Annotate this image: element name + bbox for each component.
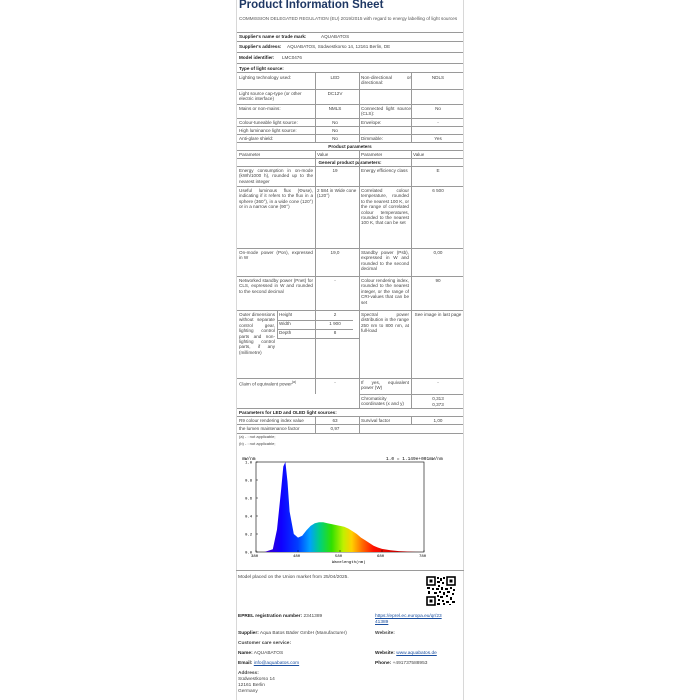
chroma-x: 0,313 [432,396,444,401]
divider [359,72,360,142]
divider [359,416,360,433]
x-tick-label: 380 [251,555,259,559]
energy-label: Energy consumption in on-mode (kWh/1000 h), rounded up to the nearest integer [239,168,313,184]
col-value2: Value [413,152,425,157]
energy-value: 19 [332,168,338,173]
x-tick-label: 480 [293,555,301,559]
qr-code-icon [426,576,456,606]
cct-label: Correlated colour temperature, rounded to the nearest 100 K, or the range of correlated colour temperatures, rounded to the nearest 100 K, that can be set [361,188,409,226]
x-tick-label: 580 [335,555,343,559]
directional-label: Non-directional or directional: [361,75,411,86]
networked-label: Networked standby power (Pnet) for CLS, expressed in W and rounded to the second decimal [239,278,313,294]
equiv-label: If yes, equivalent power (W) [361,380,409,391]
chroma-y: 0,373 [432,402,444,407]
footer-separator [236,570,464,571]
footnote-b: (b) - : not applicable; [239,441,276,446]
supplier-address-label: Supplier's address: [239,44,282,49]
care-phone-value: +491737588953 [392,661,428,666]
eprel-line [238,614,322,620]
divider [411,72,412,142]
eprel-link-continued[interactable]: 41389 [375,620,389,625]
y-tick-label: 1.0 [245,461,253,466]
care-address-line3: Germany [238,689,258,694]
y-tick-label: 0.8 [245,479,253,484]
care-address-line1: Südwestkorso 14 [238,677,275,682]
eprel-link[interactable]: https://eprel.ec.europa.eu/qr/23 [375,614,442,619]
general-heading: General product parameters: [318,160,382,165]
supplier-name-label: Supplier's name or trade mark: [239,34,307,39]
height-label: Height [279,312,293,317]
r9-label: R9 colour rendering index value [239,418,304,423]
care-label: Customer care service: [238,641,292,646]
footer-supplier-value: Aqua Batos Bäder GmbH (Manufacturer) [259,631,347,636]
spectrum-chart [236,452,464,564]
supplier-line [238,631,347,637]
divider [315,150,316,394]
standby-label: Standby power (Psb), expressed in W and rounded to the second decimal [361,250,409,272]
spd-value: See image in last page [414,312,462,317]
tech-value: LED [330,75,340,80]
envelope-label: Envelope: [361,120,382,125]
led-heading: Parameters for LED and OLED light sources: [239,410,337,415]
col-param: Parameter [239,152,261,157]
care-email-label: Email: [238,661,253,666]
high-lum-label: High luminance light source: [239,128,297,133]
claim-label: Claim of equivalent power$^{(a)}$ [239,380,297,387]
energy-row [237,166,463,187]
supplier-address-row [237,41,463,52]
footer-supplier-label: Supplier: [238,631,259,636]
envelope-value: - [437,120,439,125]
care-address-label: Address: [238,671,259,676]
flux-value: 2 584 in Wide cone (120°) [317,188,357,199]
connected-label: Connected light source (CLS): [361,106,411,117]
care-website-link[interactable]: www.aquabatos.de [396,651,437,656]
eprel-label: EPREL registration number: [238,614,303,619]
chroma-label: Chromaticity coordinates (x and y) [361,396,404,407]
y-tick-label: 0.0 [245,551,253,556]
dimmable-value: Yes [434,136,442,141]
standby-value: 0,00 [433,250,443,255]
tech-row [237,72,463,90]
width-value: 1 900 [329,321,341,326]
dimensions-row [237,310,463,379]
survival-label: Survival factor [361,418,391,423]
high-lum-value: No [332,128,338,133]
divider [411,150,412,408]
care-website-line [375,651,437,657]
care-email-line [238,661,299,667]
divider [359,150,360,408]
width-label: Width [279,321,291,326]
flux-label: Useful luminous flux (Φuse), indicating if it refers to the flux in a sphere (360°), in a wide cone (120°) or in a narrow cone (90°) [239,188,313,210]
divider [411,416,412,425]
survival-value: 1,00 [433,418,443,423]
networked-row [237,276,463,311]
class-value: E [436,168,440,173]
market-text: Model placed on the Union market from 25/04/2025. [238,575,349,580]
mains-value: NMLS [328,106,342,111]
chart-unit-label: mW/nm [242,457,256,462]
care-email-link[interactable]: info@aquabatos.com [253,661,300,666]
mains-label: Mains or non-mains: [239,106,281,111]
tech-label: Lighting technology used: [239,75,292,80]
supplier-address-value: AQUABATOS, Südwestkorso 14, 12161 Berlin, DE [287,44,391,49]
claim-value: - [334,380,336,385]
cct-value: 6 500 [432,188,444,193]
page-title: Product Information Sheet [239,0,384,11]
spd-label: Spectral power distribution in the range 250 nm to 800 nm, at full-load [361,312,409,334]
flux-row [237,186,463,249]
website-label: Website: [375,631,395,636]
height-value: 2 [333,312,337,317]
lumen-label: the lumen maintenance factor [239,426,300,431]
care-name-label: Name: [238,651,253,656]
supplier-name-value: AQUABATOS [321,34,350,39]
depth-value: 8 [333,330,337,335]
model-label: Model identifier: [239,55,275,60]
model-value: LMC0476 [282,55,302,60]
equiv-value: - [437,380,439,385]
eprel-value: 2341389 [303,614,323,619]
cap-row [237,89,463,105]
class-label: Energy efficiency class [361,168,408,173]
care-address-line2: 12161 Berlin [238,683,265,688]
col-param2: Parameter [361,152,383,157]
divider [277,311,278,338]
spectrum-svg [236,452,464,564]
r9-value: 63 [332,418,338,423]
directional-value: NDLS [431,75,445,80]
y-tick-label: 0.4 [245,515,253,520]
connected-value: No [435,106,441,111]
care-phone-label: Phone: [375,661,392,666]
claim-row [237,378,463,395]
regulation-text: COMMISSION DELEGATED REGULATION (EU) 2019/2015 with regard to energy labelling of light sources [239,16,458,21]
care-name-value: AQUABATOS [253,651,284,656]
anti-glare-label: Anti-glare shield: [239,136,274,141]
col-value: Value [317,152,329,157]
dimmable-label: Dimmable: [361,136,383,141]
y-tick-label: 0.6 [245,497,253,502]
onmode-label: On-mode power (Pon), expressed in W [239,250,313,261]
chart-xlabel: Wavelength(nm) [332,561,366,564]
product-params-heading: Product parameters [328,144,372,149]
cri-label: Colour rendering index, rounded to the nearest integer, or the range of CRI-values that can be set [361,278,409,305]
divider [315,72,316,142]
colour-tune-value: No [332,120,338,125]
chart-legend: 1.0 = 1.149e+001mW/nm [386,457,443,462]
cap-value: DC12V [327,91,343,96]
care-phone-line [375,661,427,667]
cri-value: 90 [435,278,441,283]
divider [315,416,316,433]
lumen-value: 0,97 [330,426,340,431]
y-tick-label: 0.2 [245,533,253,538]
cap-label: Light source cap-type (or other electric interface) [239,91,302,102]
networked-value: - [334,278,336,283]
onmode-row [237,248,463,277]
x-tick-label: 780 [419,555,427,559]
colour-tune-label: Colour-tuneable light source: [239,120,298,125]
care-name-line [238,651,283,657]
light-source-heading: Type of light source: [239,66,284,71]
depth-label: Depth [279,330,292,335]
x-tick-label: 680 [377,555,385,559]
dims-label: Outer dimensions without separate control gear, lighting control parts and non-lighting control parts, if any (millimetre) [239,312,275,355]
footnote-a: (a) - : not applicable; [239,434,276,439]
mains-row [237,104,463,119]
care-website-label: Website: [375,651,395,656]
lumen-row [237,424,463,434]
divider [277,338,359,339]
onmode-value: 19,0 [330,250,340,255]
anti-glare-value: No [332,136,338,141]
